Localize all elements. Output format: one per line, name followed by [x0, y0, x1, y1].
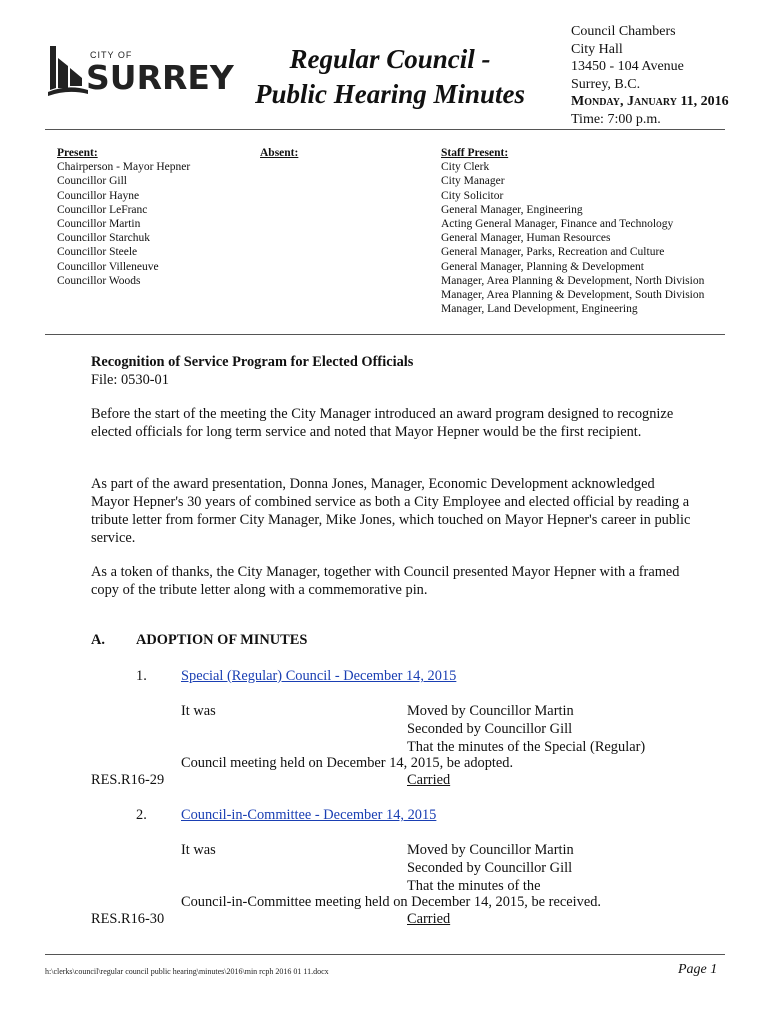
staff-item: Manager, Land Development, Engineering: [441, 303, 638, 316]
section-a-title: ADOPTION OF MINUTES: [136, 632, 308, 648]
item-1-that: That the minutes of the Special (Regular): [407, 739, 646, 755]
item-2-motion: [407, 841, 707, 895]
item-1-result: Carried: [407, 772, 451, 788]
staff-item: General Manager, Engineering: [441, 203, 583, 216]
location-line-2: City Hall: [571, 41, 623, 57]
item-1-motion: [407, 702, 707, 756]
present-heading: Present:: [57, 147, 98, 159]
footer-file-path: h:\clerks\council\regular council public hearing\minutes\2016\min rcph 2016 01 11.docx: [45, 967, 329, 976]
section-a-letter: A.: [91, 632, 105, 648]
staff-item: City Clerk: [441, 161, 490, 174]
item-1-continuation: Council meeting held on December 14, 2015, be adopted.: [181, 755, 514, 771]
staff-heading: Staff Present:: [441, 147, 509, 159]
item-1-moved: Moved by Councillor Martin: [407, 703, 574, 719]
meeting-time: Time: 7:00 p.m.: [571, 111, 661, 127]
item-1-link[interactable]: Special (Regular) Council - December 14, 2015: [181, 668, 457, 684]
page-number: Page 1: [678, 962, 718, 977]
recognition-paragraph-2: As part of the award presentation, Donna Jones, Manager, Economic Development acknowledged Mayor Hepner's 30 years of combined service as both a City Employee and elected official by reading a tribute letter from former City Manager, Mike Jones, which touched on Mayor Hepner's career in public service.: [91, 476, 691, 546]
attendance-divider: [45, 334, 725, 335]
item-2-link[interactable]: Council-in-Committee - December 14, 2015: [181, 807, 437, 823]
present-item: Councillor Villeneuve: [57, 260, 159, 273]
item-2-moved: Moved by Councillor Martin: [407, 842, 574, 858]
recognition-paragraph-1: Before the start of the meeting the City Manager introduced an award program designed to recognize elected officials for long term service and noted that Mayor Hepner would be the first recipient.: [91, 406, 674, 440]
absent-list: [260, 146, 298, 160]
item-1-it-was: It was: [181, 703, 216, 719]
present-item: Councillor Hayne: [57, 189, 140, 202]
sails-icon: [46, 44, 90, 102]
present-item: Councillor Martin: [57, 218, 141, 231]
present-list: [57, 146, 247, 288]
present-item: Councillor Steele: [57, 246, 138, 259]
item-1-seconded: Seconded by Councillor Gill: [407, 721, 573, 737]
present-item: Councillor Gill: [57, 175, 127, 188]
item-1-resolution: RES.R16-29: [91, 772, 165, 788]
item-2-continuation: Council-in-Committee meeting held on December 14, 2015, be received.: [181, 894, 601, 910]
staff-present-list: [441, 146, 731, 316]
staff-item: General Manager, Human Resources: [441, 232, 611, 245]
absent-heading: Absent:: [260, 147, 299, 159]
staff-item: Manager, Area Planning & Development, North Division: [441, 274, 705, 287]
staff-item: City Solicitor: [441, 189, 504, 202]
item-2-result: Carried: [407, 911, 451, 927]
staff-item: Acting General Manager, Finance and Technology: [441, 218, 674, 231]
staff-item: Manager, Area Planning & Development, South Division: [441, 289, 705, 302]
present-item: Chairperson - Mayor Hepner: [57, 161, 191, 174]
city-of-surrey-logo: [46, 44, 234, 102]
item-1-number: 1.: [136, 668, 147, 684]
recognition-heading: Recognition of Service Program for Elected Officials: [91, 354, 414, 370]
footer-divider: [45, 954, 725, 955]
staff-item: General Manager, Planning & Development: [441, 260, 644, 273]
recognition-file: File: 0530-01: [91, 372, 169, 388]
recognition-section: [91, 353, 691, 389]
item-2-seconded: Seconded by Councillor Gill: [407, 860, 573, 876]
staff-item: General Manager, Parks, Recreation and Culture: [441, 246, 665, 259]
item-2-resolution: RES.R16-30: [91, 911, 165, 927]
address-line-2: Surrey, B.C.: [571, 76, 641, 92]
logo-surrey: SURREY: [86, 58, 234, 97]
address-line-1: 13450 - 104 Avenue: [571, 59, 684, 74]
present-item: Councillor Woods: [57, 274, 141, 287]
staff-item: City Manager: [441, 175, 505, 188]
item-2-it-was: It was: [181, 842, 216, 858]
title-line-2: Public Hearing Minutes: [254, 79, 526, 109]
item-2-that: That the minutes of the: [407, 878, 541, 894]
title-line-1: Regular Council -: [289, 44, 491, 74]
present-item: Councillor Starchuk: [57, 232, 150, 245]
header-divider: [45, 129, 725, 130]
logo-city-of: CITY OF: [90, 50, 133, 60]
item-2-number: 2.: [136, 807, 147, 823]
meeting-info: [571, 23, 729, 128]
recognition-paragraph-3: As a token of thanks, the City Manager, together with Council presented Mayor Hepner with a framed copy of the tribute letter along with a commemorative pin.: [91, 564, 680, 598]
meeting-date: Monday, January 11, 2016: [571, 94, 729, 109]
present-item: Councillor LeFranc: [57, 203, 148, 216]
location-line-1: Council Chambers: [571, 24, 676, 39]
document-title: [230, 42, 550, 112]
